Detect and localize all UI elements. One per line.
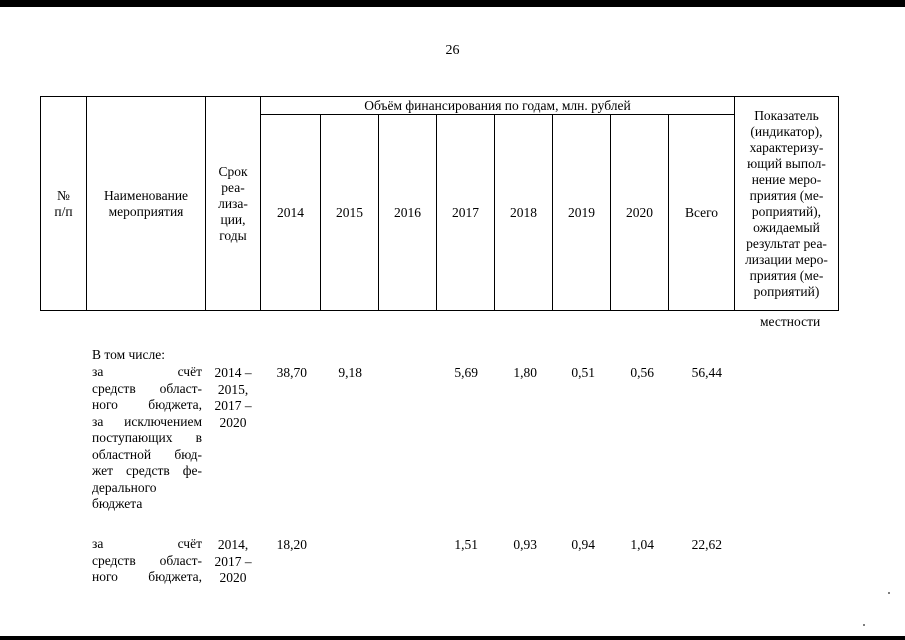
bottom-border — [0, 636, 905, 640]
header-total: Всего — [669, 115, 735, 311]
value-2017: 5,69 — [454, 365, 478, 380]
top-border — [0, 0, 905, 7]
section-label: В том числе: — [92, 347, 165, 362]
value-2014: 18,20 — [276, 537, 307, 552]
header-year: 2019 — [553, 115, 611, 311]
value-2019: 0,94 — [571, 537, 595, 552]
header-year: 2015 — [321, 115, 379, 311]
value-2020: 1,04 — [630, 537, 654, 552]
header-number: № п/п — [41, 97, 87, 311]
header-year: 2016 — [379, 115, 437, 311]
header-year: 2017 — [437, 115, 495, 311]
value-2015: 9,18 — [338, 365, 362, 380]
header-year: 2018 — [495, 115, 553, 311]
header-indicator: Показатель (индикатор), характеризу- ющий выпол- нение меро- приятия (ме- роприятий), ожидаемый результат реа- лизации меро- приятия (ме- роприятий) — [735, 97, 839, 311]
value-2017: 1,51 — [454, 537, 478, 552]
header-funding-title: Объём финансирования по годам, млн. рублей — [261, 97, 735, 115]
header-period: Срок реа- лиза- ции, годы — [206, 97, 261, 311]
scan-speck — [863, 624, 865, 626]
row-name: за счёт средств област- ного бюджета, — [92, 536, 202, 584]
header-name: Наименование мероприятия — [87, 97, 206, 311]
header-year: 2014 — [261, 115, 321, 311]
carryover-text: местности — [760, 314, 821, 329]
value-2018: 1,80 — [513, 365, 537, 380]
value-2014: 38,70 — [276, 365, 307, 380]
value-total: 22,62 — [691, 537, 722, 552]
row-period: 2014 – 2015, 2017 – 2020 — [214, 365, 252, 430]
value-total: 56,44 — [691, 365, 722, 380]
value-2019: 0,51 — [571, 365, 595, 380]
row-period: 2014, 2017 – 2020 — [214, 537, 252, 585]
value-2020: 0,56 — [630, 365, 654, 380]
table-header — [40, 96, 839, 311]
value-2018: 0,93 — [513, 537, 537, 552]
page-number: 26 — [445, 43, 460, 58]
row-name: за счёт средств област- ного бюджета, за исключением поступающих в областной бюд- жет средств фе- дерального бюджета — [92, 364, 202, 511]
scan-speck — [888, 592, 890, 594]
header-year: 2020 — [611, 115, 669, 311]
